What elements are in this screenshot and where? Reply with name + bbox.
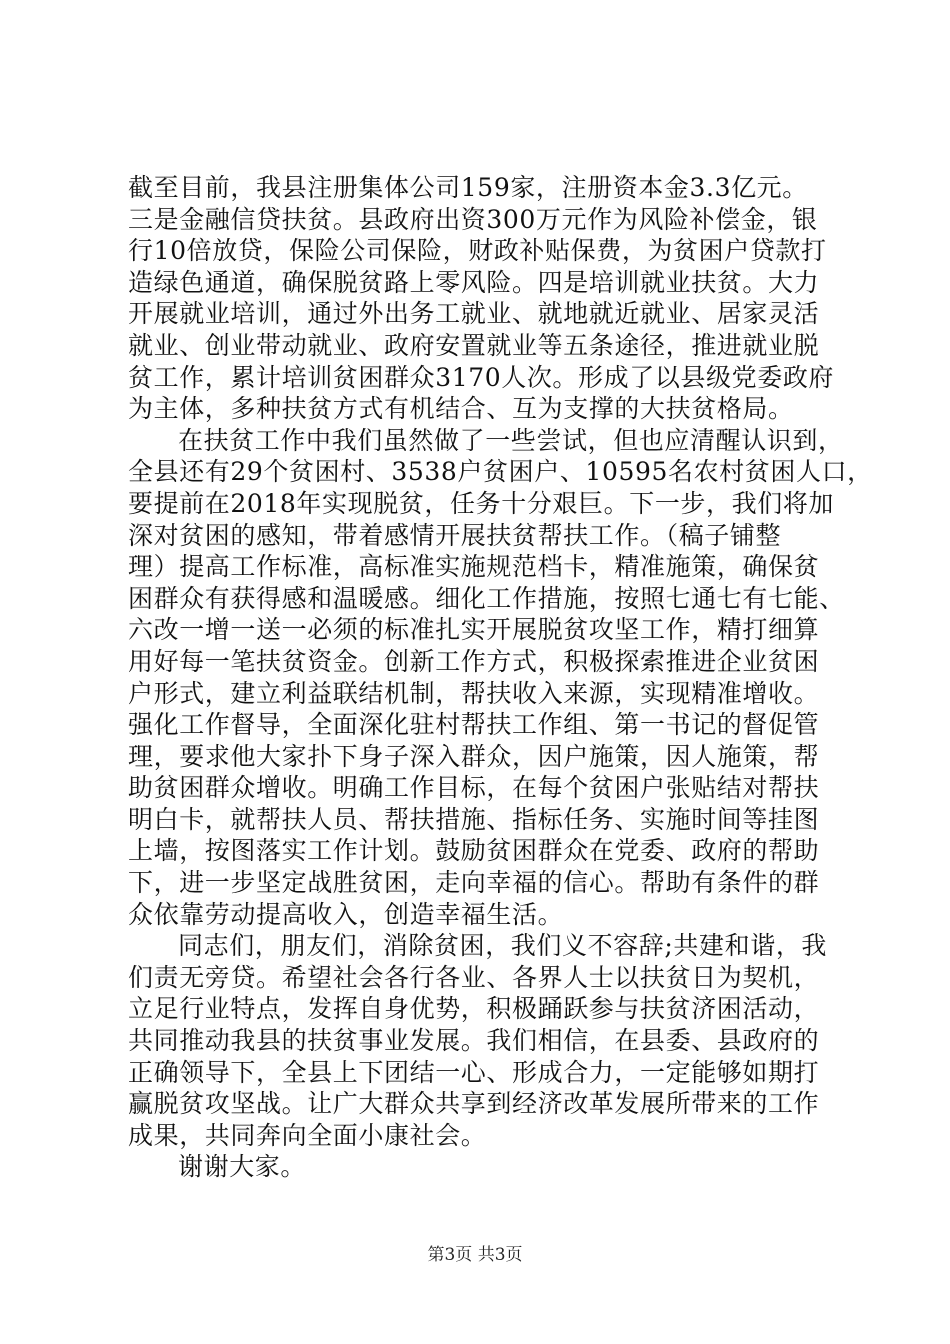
text-line: 同志们，朋友们，消除贫困，我们义不容辞;共建和谐，我 xyxy=(178,931,828,961)
text-line: 成果，共同奔向全面小康社会。 xyxy=(128,1120,487,1150)
text-line: 正确领导下，全县上下团结一心、形成合力，一定能够如期打 xyxy=(128,1057,820,1087)
text-line: 众依靠劳动提高收入，创造幸福生活。 xyxy=(128,899,564,929)
text-line: 强化工作督导，全面深化驻村帮扶工作组、第一书记的督促管 xyxy=(128,710,820,740)
body-text xyxy=(128,172,873,1183)
text-line: 理，要求他大家扑下身子深入群众，因户施策，因人施策，帮 xyxy=(128,741,820,771)
text-line: 助贫困群众增收。明确工作目标，在每个贫困户张贴结对帮扶 xyxy=(128,773,820,803)
text-line: 为主体，多种扶贫方式有机结合、互为支撑的大扶贫格局。 xyxy=(128,394,794,424)
text-line: 共同推动我县的扶贫事业发展。我们相信，在县委、县政府的 xyxy=(128,1026,820,1056)
text-line: 就业、创业带动就业、政府安置就业等五条途径，推进就业脱 xyxy=(128,330,820,360)
text-line: 用好每一笔扶贫资金。创新工作方式，积极探索推进企业贫困 xyxy=(128,646,820,676)
text-line: 行10倍放贷，保险公司保险，财政补贴保费，为贫困户贷款打 xyxy=(128,236,827,266)
text-line: 要提前在2018年实现脱贫，任务十分艰巨。下一步，我们将加 xyxy=(128,488,835,518)
text-line: 造绿色通道，确保脱贫路上零风险。四是培训就业扶贫。大力 xyxy=(128,267,820,297)
text-line: 明白卡，就帮扶人员、帮扶措施、指标任务、实施时间等挂图 xyxy=(128,804,820,834)
text-line: 下，进一步坚定战胜贫困，走向幸福的信心。帮助有条件的群 xyxy=(128,868,820,898)
text-line: 六改一增一送一必须的标准扎实开展脱贫攻坚工作，精打细算 xyxy=(128,615,820,645)
text-line: 深对贫困的感知，带着感情开展扶贫帮扶工作。（稿子铺整 xyxy=(128,520,782,550)
text-line: 贫工作，累计培训贫困群众3170人次。形成了以县级党委政府 xyxy=(128,362,835,392)
text-line: 全县还有29个贫困村、3538户贫困户、10595名农村贫困人口， xyxy=(128,457,873,487)
text-line: 三是金融信贷扶贫。县政府出资300万元作为风险补偿金，银 xyxy=(128,204,818,234)
text-line: 户形式，建立利益联结机制，帮扶收入来源，实现精准增收。 xyxy=(128,678,820,708)
text-line: 理）提高工作标准，高标准实施规范档卡，精准施策，确保贫 xyxy=(128,552,820,582)
text-line: 在扶贫工作中我们虽然做了一些尝试，但也应清醒认识到， xyxy=(178,425,844,455)
text-line: 谢谢大家。 xyxy=(178,1152,307,1182)
text-line: 开展就业培训，通过外出务工就业、就地就近就业、居家灵活 xyxy=(128,299,820,329)
text-line: 们责无旁贷。希望社会各行各业、各界人士以扶贫日为契机， xyxy=(128,962,820,992)
page-footer: 第3页 共3页 xyxy=(427,1245,523,1265)
text-line: 立足行业特点，发挥自身优势，积极踊跃参与扶贫济困活动， xyxy=(128,994,820,1024)
text-line: 截至目前，我县注册集体公司159家，注册资本金3.3亿元。 xyxy=(128,173,808,202)
text-line: 上墙，按图落实工作计划。鼓励贫困群众在党委、政府的帮助 xyxy=(128,836,820,866)
text-line: 困群众有获得感和温暖感。细化工作措施，按照七通七有七能、 xyxy=(128,583,845,613)
text-line: 赢脱贫攻坚战。让广大群众共享到经济改革发展所带来的工作 xyxy=(128,1089,820,1119)
